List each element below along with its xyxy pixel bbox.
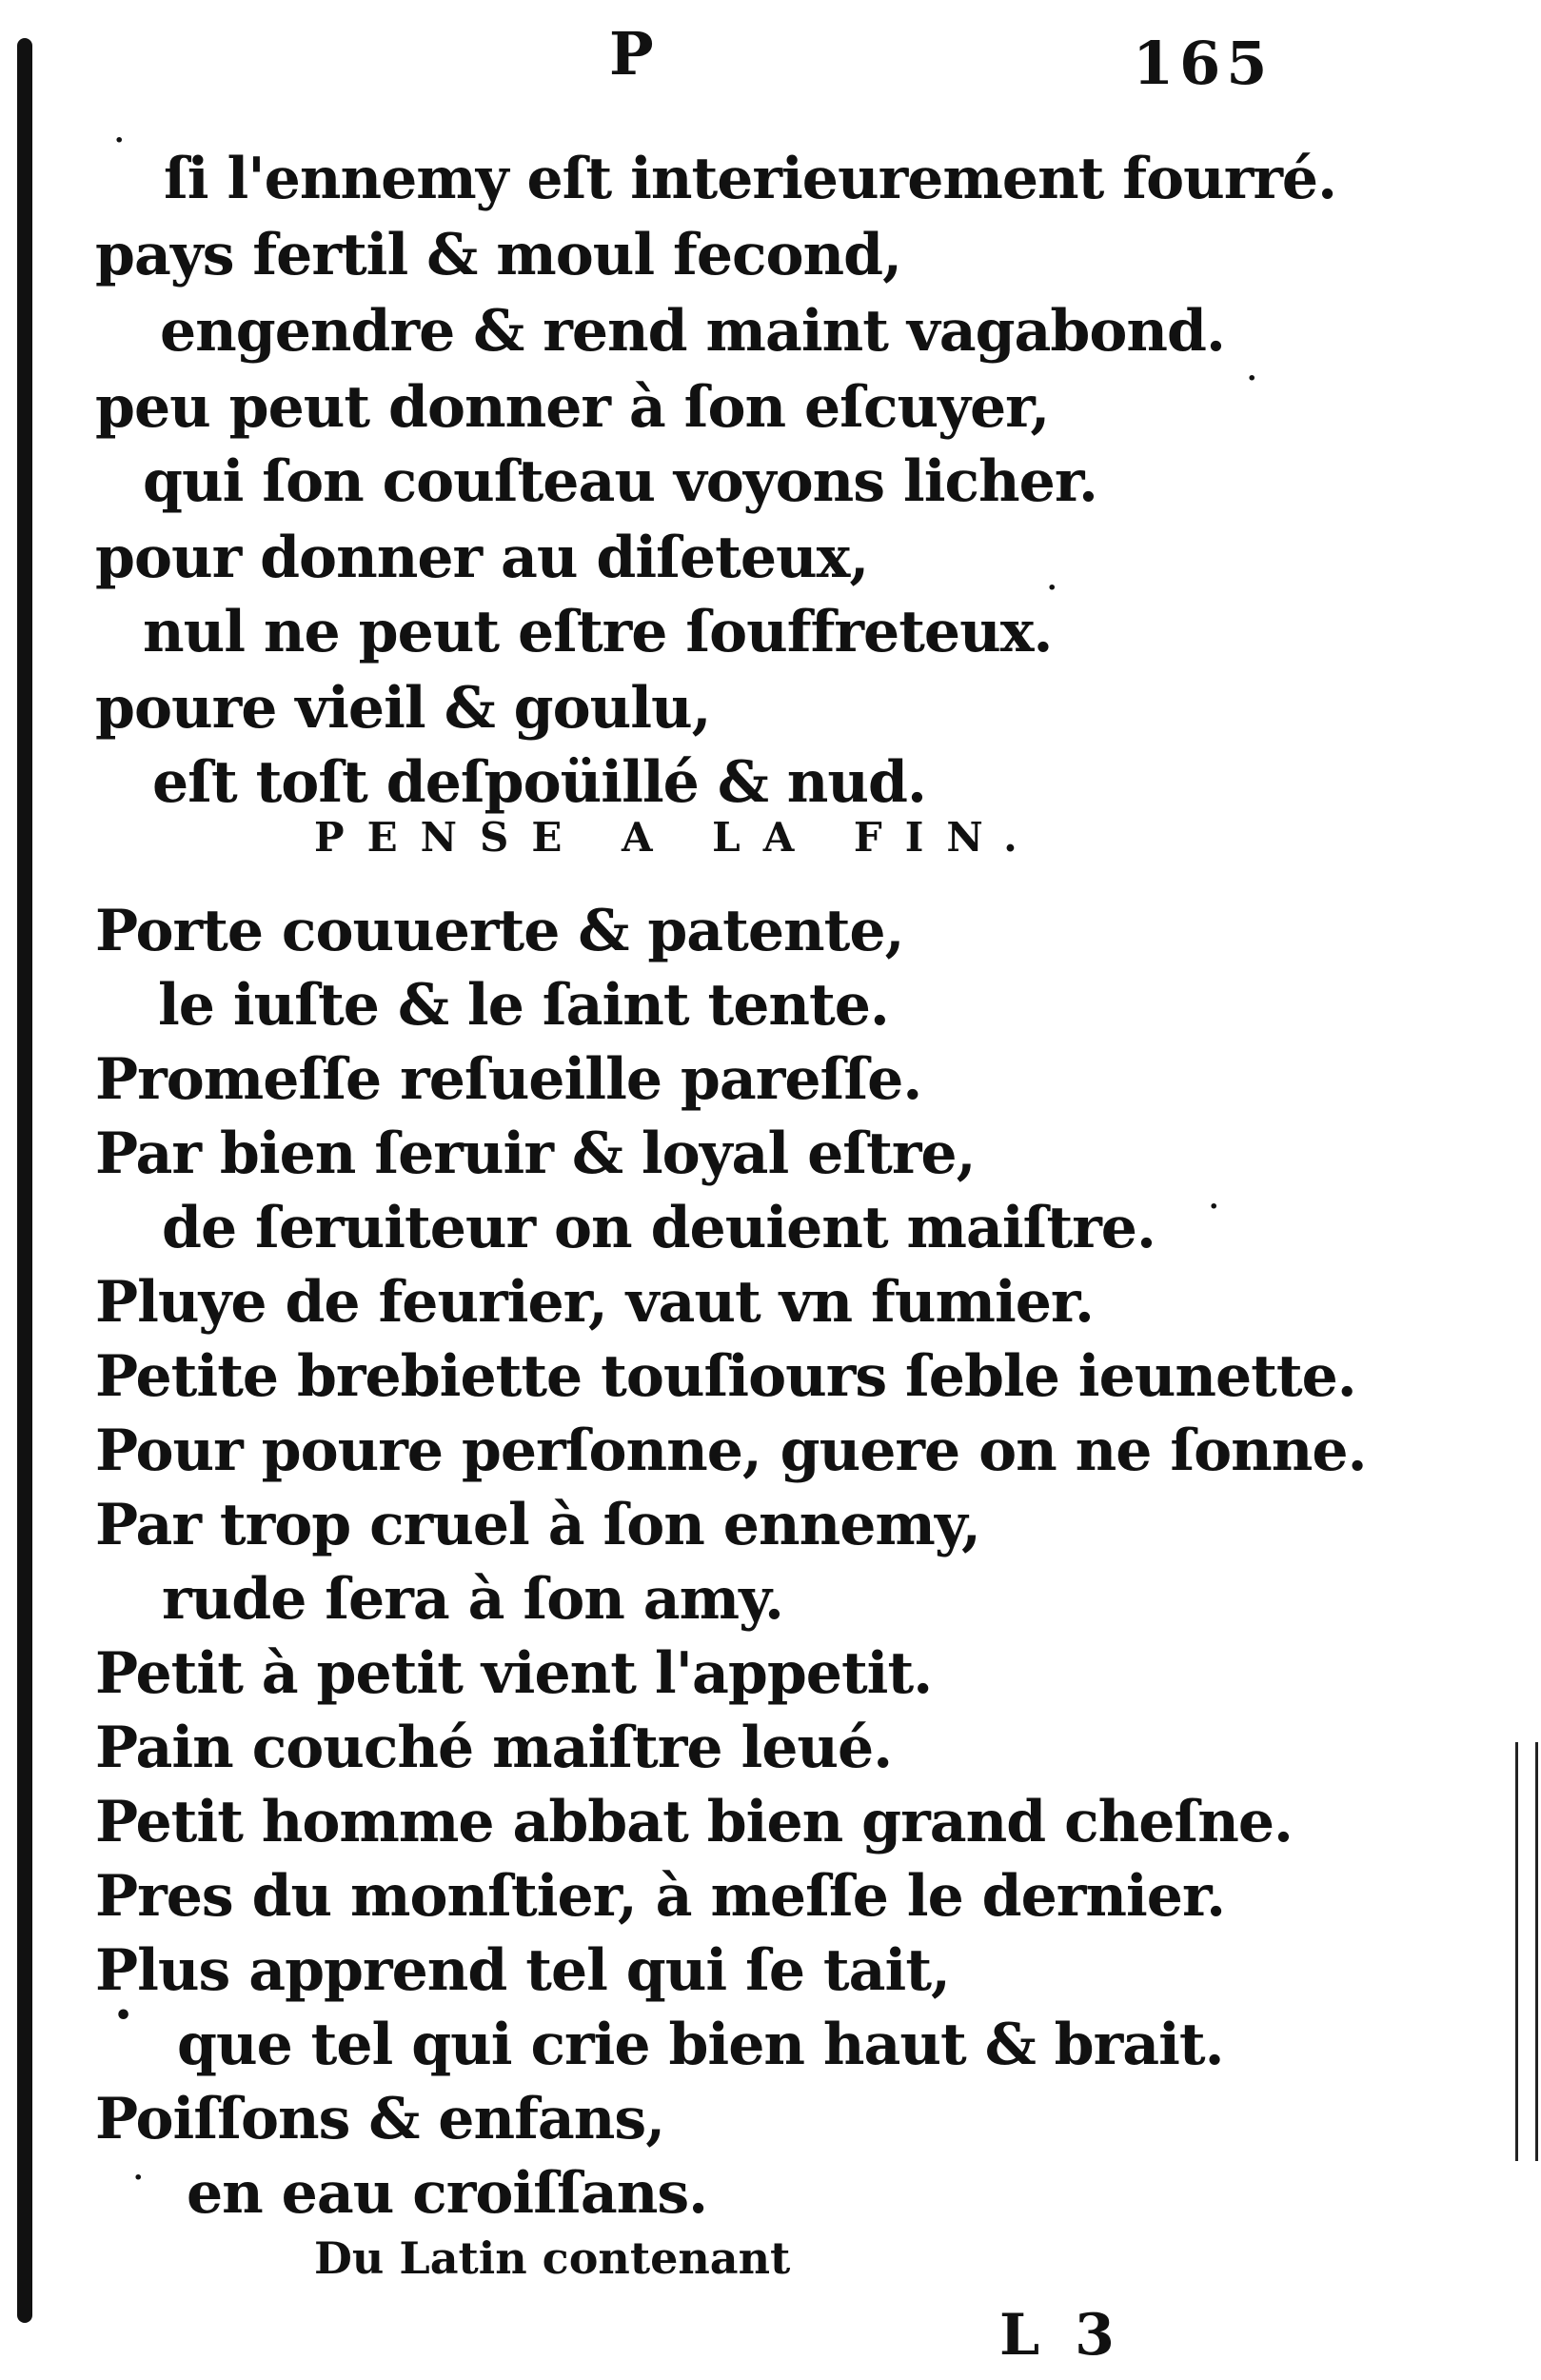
text-line: en eau croiſſans. [187, 2160, 707, 2227]
next-page-edge [1515, 1742, 1538, 2161]
text-line: Pres du monſtier, à meſſe le dernier. [95, 1863, 1225, 1930]
text-line: qui ſon couſteau voyons licher. [143, 448, 1097, 515]
ink-speck: · [1247, 362, 1257, 395]
text-line: Pain couché maiſtre leué. [95, 1715, 893, 1781]
text-line: Par bien ſeruir & loyal eſtre, [95, 1121, 976, 1187]
text-line: Petit à petit vient l'appetit. [95, 1640, 933, 1707]
ink-speck: · [1209, 1190, 1219, 1223]
text-line: nul ne peut eſtre ſouffreteux. [143, 599, 1053, 665]
text-line: pour donner au diſeteux, [95, 525, 869, 591]
text-line: de ſeruiteur on deuient maiſtre. [162, 1195, 1156, 1261]
ink-speck: · [1047, 571, 1057, 605]
text-line: poure vieil & goulu, [95, 675, 711, 742]
text-line: Par trop cruel à ſon ennemy, [95, 1492, 980, 1558]
text-line: Poiſſons & enfans, [95, 2086, 665, 2152]
text-line: engendre & rend maint vagabond. [160, 298, 1225, 365]
text-line: Pluye de feurier, vaut vn fumier. [95, 1269, 1094, 1336]
ink-speck: • [114, 1999, 133, 2033]
text-line: eſt toſt deſpoüillé & nud. [152, 749, 926, 816]
catchword: Du Latin contenant [314, 2232, 791, 2284]
text-line: Pour poure perſonne, guere on ne ſonne. [95, 1418, 1367, 1484]
text-line: Porte couuerte & patente, [95, 898, 904, 964]
text-line: ſi l'ennemy eſt interieurement fourré. [164, 146, 1336, 212]
binding-shadow [17, 38, 32, 2323]
text-line: Petit homme abbat bien grand cheſne. [95, 1789, 1293, 1855]
section-title: PENSE A LA FIN. [314, 814, 1040, 861]
text-line: Promeſſe reſueille pareſſe. [95, 1046, 922, 1113]
page-number: 165 [1133, 29, 1274, 98]
text-line: que tel qui crie bien haut & brait. [177, 2012, 1224, 2078]
text-line: Plus apprend tel qui ſe tait, [95, 1937, 950, 2004]
signature-mark: L 3 [999, 2302, 1122, 2369]
ink-speck: · [133, 2161, 144, 2194]
text-line: rude ſera à ſon amy. [162, 1566, 783, 1633]
text-line: le iuſte & le ſaint tente. [158, 972, 889, 1039]
running-head-letter: P [609, 19, 654, 89]
text-line: peu peut donner à ſon eſcuyer, [95, 374, 1050, 441]
text-line: Petite brebiette touſiours ſeble ieunette. [95, 1343, 1356, 1410]
text-line: pays fertil & moul fecond, [95, 222, 902, 288]
ink-speck: · [114, 124, 125, 157]
